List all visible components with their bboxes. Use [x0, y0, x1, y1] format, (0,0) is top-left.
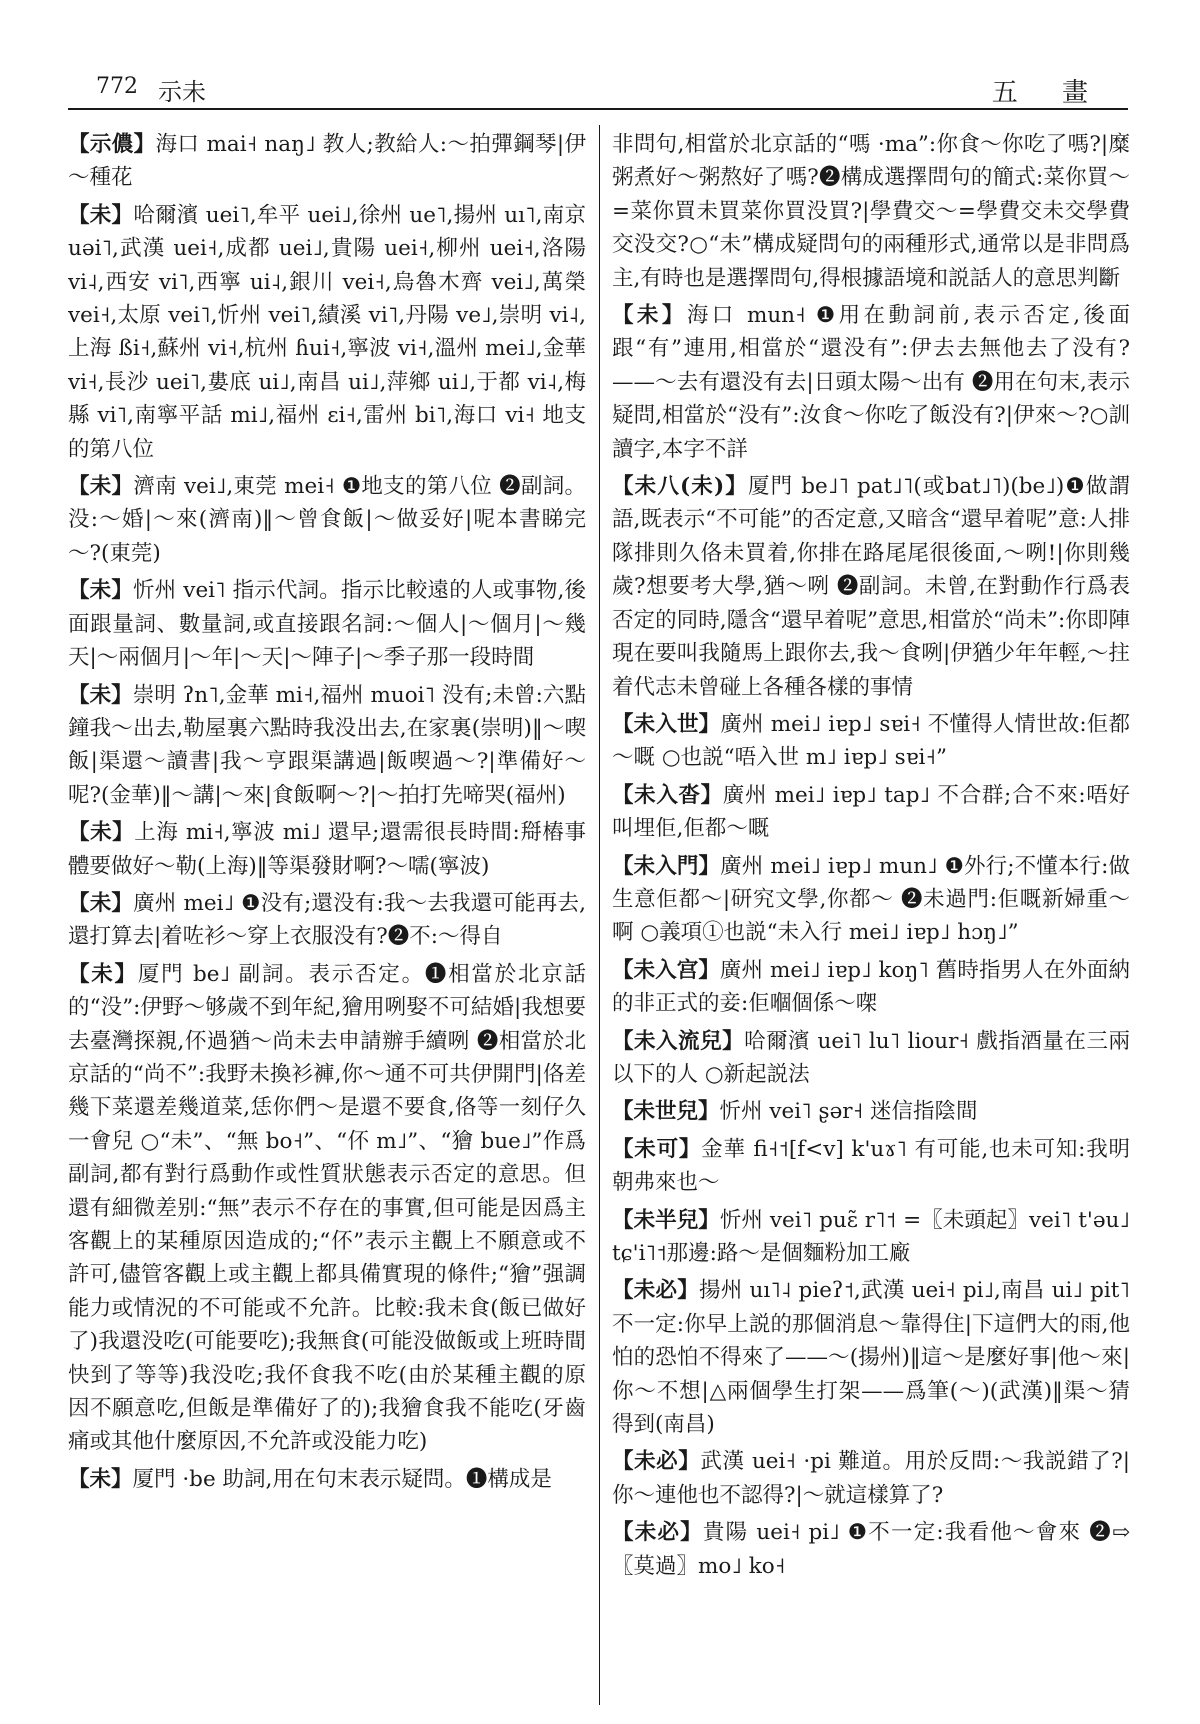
- dictionary-entry: [68, 679, 586, 813]
- entry-headword: 【示儂】: [68, 132, 156, 157]
- entry-headword: 【未】: [68, 578, 133, 604]
- dictionary-entry: [68, 816, 586, 883]
- entry-text: 海口 mun˧ ❶用在動詞前,表示否定,後面跟“有”連用,相當於“還没有”:伊去去無他去了没有?——～去有還没有去|日頭太陽～出有 ❷用在句末,表示疑問,相當於“没有”:汝食～你吃了飯没有?|伊來～?○訓讀字,本字不詳: [612, 303, 1130, 462]
- dictionary-entry: [612, 1133, 1130, 1200]
- entry-text: 厦門 ·be 助詞,用在句末表示疑問。❶構成是: [132, 1466, 552, 1492]
- entry-headword: 【未可】: [612, 1136, 702, 1162]
- dictionary-entry: [612, 1204, 1130, 1271]
- dictionary-entry-continued: [612, 128, 1130, 295]
- entry-headword: 【未】: [68, 890, 134, 916]
- dictionary-entry: [612, 299, 1130, 466]
- dictionary-entry: [612, 1516, 1130, 1583]
- entry-headword: 【未入宫】: [612, 957, 720, 983]
- entry-headword: 【未】: [68, 1466, 133, 1492]
- dictionary-entry: [612, 1095, 1130, 1128]
- dictionary-entry: [612, 1025, 1130, 1092]
- stroke-count-section: 五 畫: [991, 78, 1106, 108]
- entry-text: 廣州 mei˩ iɐp˩ koŋ˥ 舊時指男人在外面納的非正式的妾:佢嗰個係～㗎: [612, 957, 1130, 1017]
- entry-headword: 【未】: [68, 202, 134, 228]
- entry-headword: 【未】: [68, 820, 135, 846]
- entry-text: 忻州 vei˥ puɛ̃ r˥˦ =〖未頭起〗vei˥ t'əu˩ tɕ'i˥˦那邊:路～是個麵粉加工廠: [612, 1207, 1130, 1266]
- dictionary-entry: [612, 1445, 1130, 1512]
- entry-text: 厦門 be˩ 副詞。表示否定。❶相當於北京話的“没”:伊野～够歲不到年紀,獪用咧娶不可結婚|我想要去臺灣探親,伓過猶～尚未去申請辦手續咧 ❷相當於北京話的“尚不”:我野未換衫褲,你～通不可共伊開門|佫差幾下菜還差幾道菜,恁你們～是還不要食,佫等一刻仔久一會兒 ○“未”、“無 bo˧”、“伓 m˩”、“獪 bue˩”作爲副詞,都有對行爲動作或性質狀態表示否定的意思。但還有細微差别:“無”表示不存在的事實,但可能是因爲主客觀上的某種原因造成的;“伓”表示主觀上不願意或不許可,儘管客觀上或主觀上都具備實現的條件;“獪”强調能力或情況的不可能或不允許。比較:我未食(飯已做好了)我還没吃(可能要吃);我無食(可能没做飯或上班時間快到了等等)我没吃;我伓食我不吃(由於某種主觀的原因不願意吃,但飯是準備好了的);我獪食我不能吃(牙齒痛或其他什麼原因,不允許或没能力吃): [68, 961, 586, 1455]
- entry-headword: 【未必】: [612, 1278, 699, 1304]
- page-header: [68, 68, 1128, 108]
- entry-text: 廣州 mei˩ iɐp˩ sɐi˧ 不懂得人情世故:佢都～嘅 ○也説“唔入世 m˩ iɐp˩ sɐi˧”: [612, 711, 1130, 771]
- page-number: 772: [96, 74, 138, 99]
- entry-text: 海口 mai˧ naŋ˩ 教人;教給人:～拍彈鋼琴|伊～種花: [68, 132, 586, 191]
- entry-text: 廣州 mei˩ iɐp˩ mun˩ ❶外行;不懂本行:做生意佢都～|研究文學,你都～ ❷未過門:佢嘅新婦重～啊 ○義項①也説“未入行 mei˩ iɐp˩ hɔŋ˩”: [612, 853, 1130, 946]
- entry-text: 武漢 uei˧ ·pi 難道。用於反問:～我説錯了?|你～連他也不認得?|～就這樣算了?: [612, 1449, 1130, 1508]
- entry-text: 金華 fi˧˦[f<v] k'uɤ˥ 有可能,也未可知:我明朝弗來也～: [612, 1136, 1130, 1196]
- dictionary-entry: [612, 470, 1130, 704]
- dictionary-entry: [612, 708, 1130, 775]
- entry-text: 上海 mi˧,寧波 mi˩ 還早;還需很長時間:搿樁事體要做好～勒(上海)‖等渠發財啊?～嚅(寧波): [68, 820, 586, 879]
- entry-text: 揚州 uı˥˨ pieʔ˦,武漢 uei˧ pi˩,南昌 ui˩ pit˥ 不一定:你早上説的那個消息～靠得住|下這們大的雨,他怕的恐怕不得來了——～(揚州)‖這～是麼好事|他～來|你～不想|△兩個學生打架——爲筆(～)(武漢)‖渠～猜得到(南昌): [612, 1278, 1130, 1438]
- entry-headword: 【未必】: [612, 1520, 703, 1546]
- entry-text: 哈爾濱 uei˥,牟平 uei˩,徐州 ue˥,揚州 uı˥,南京 uəi˥,武漢 uei˧,成都 uei˩,貴陽 uei˧,柳州 uei˧,洛陽 vi˨,西安 vi˥,西寧 ui˨,銀川 vei˧,烏魯木齊 vei˩,萬榮 vei˧,太原 vei˥,忻州 vei˥,績溪 vi˥,丹陽 ve˩,崇明 vi˨,上海 ßi˧,蘇州 vi˧,杭州 ɦui˧,寧波 vi˧,溫州 mei˩,金華 vi˧,長沙 uei˥,婁底 ui˩,南昌 ui˩,萍鄉 ui˩,于都 vi˨,梅縣 vi˥,南寧平話 mi˩,福州 ɛi˧,雷州 bi˥,海口 vi˧ 地支的第八位: [68, 202, 586, 462]
- entry-text: 濟南 vei˩,東莞 mei˧ ❶地支的第八位 ❷副詞。没:～婚|～來(濟南)‖～曾食飯|～做妥好|呢本書睇完～?(東莞): [68, 474, 586, 566]
- entry-headword: 【未必】: [612, 1449, 701, 1475]
- dictionary-entry: [68, 199, 586, 466]
- entry-text: 厦門 be˩˥ pat˩˥(或bat˩˥)(be˩)❶做謂語,既表示“不可能”的否定意,又暗含“還早着呢”意:人排隊排則久佫未買着,你排在路尾尾很後面,～咧!|你則幾歲?想要考大學,猶～咧 ❷副詞。未曾,在對動作行爲表否定的同時,隱含“還早着呢”意思,相當於“尚未”:你即陣現在要叫我隨馬上跟你去,我～食咧|伊猶少年年輕,～拄着代志未曾碰上各種各樣的事情: [612, 474, 1130, 700]
- entry-headword: 【未入沓】: [612, 782, 723, 808]
- dictionary-entry: [612, 850, 1130, 950]
- entry-text: 忻州 vei˥ ʂər˧ 迷信指陰間: [719, 1099, 978, 1125]
- entry-text: 忻州 vei˥ 指示代詞。指示比較遠的人或事物,後面跟量詞、數量詞,或直接跟名詞:～個人|～個月|～幾天|～兩個月|～年|～天|～陣子|～季子那一段時間: [68, 578, 586, 671]
- header-rule: [68, 108, 1128, 110]
- page-characters: 示未: [158, 78, 206, 106]
- entry-text: 非問句,相當於北京話的“嗎 ·ma”:你食～你吃了嗎?|糜粥煮好～粥熬好了嗎?❷構成選擇問句的簡式:菜你買～=菜你買未買菜你買没買?|學費交～=學費交未交學費交没交?○“未”構成疑問句的兩種形式,通常以是非問爲主,有時也是選擇問句,得根據語境和説話人的意思判斷: [612, 132, 1130, 291]
- entry-headword: 【未入世】: [612, 711, 721, 737]
- entry-text: 貴陽 uei˧ pi˩ ❶不一定:我看他～會來 ❷⇨〖莫過〗mo˩ ko˧: [612, 1520, 1130, 1579]
- dictionary-entry: [612, 954, 1130, 1021]
- dictionary-entry: [68, 470, 586, 570]
- entry-headword: 【未世兒】: [612, 1099, 720, 1125]
- entry-text: 崇明 ʔn˥,金華 mi˧,福州 muoi˥ 没有;未曾:六點鐘我～出去,勒屋裏六點時我没出去,在家裏(崇明)‖～喫飯|渠還～讀書|我～亨跟渠講過|飯喫過～?|準備好～呢?(金華)‖～講|～來|食飯啊～?|～拍打先啼哭(福州): [68, 682, 586, 808]
- entry-headword: 【未】: [612, 303, 687, 329]
- entry-headword: 【未】: [68, 474, 134, 500]
- entry-headword: 【未】: [68, 961, 138, 987]
- entry-headword: 【未】: [68, 682, 133, 708]
- dictionary-entry: [612, 779, 1130, 846]
- dictionary-entry: [68, 128, 586, 195]
- entry-text: 廣州 mei˩ ❶没有;還没有:我～去我還可能再去,還打算去|着咗衫～穿上衣服没有?❷不:～得自: [68, 890, 586, 950]
- dictionary-entry: [68, 1463, 586, 1496]
- dictionary-entry: [68, 958, 586, 1459]
- column-divider: [599, 125, 600, 1705]
- entry-text: 哈爾濱 uei˥ lu˥ liour˧ 戲指酒量在三兩以下的人 ○新起説法: [612, 1028, 1130, 1087]
- entry-headword: 【未入門】: [612, 853, 721, 879]
- entry-headword: 【未八(未)】: [612, 474, 748, 500]
- dictionary-entry: [68, 887, 586, 954]
- left-column: [68, 128, 586, 1708]
- dictionary-entry: [68, 574, 586, 674]
- entry-headword: 【未入流兒】: [612, 1028, 745, 1054]
- dictionary-entry: [612, 1274, 1130, 1441]
- entry-headword: 【未半兒】: [612, 1207, 720, 1233]
- right-column: [612, 128, 1130, 1708]
- entry-text: 廣州 mei˩ iɐp˩ tap˩ 不合群;合不來:唔好叫埋佢,佢都～嘅: [612, 782, 1130, 842]
